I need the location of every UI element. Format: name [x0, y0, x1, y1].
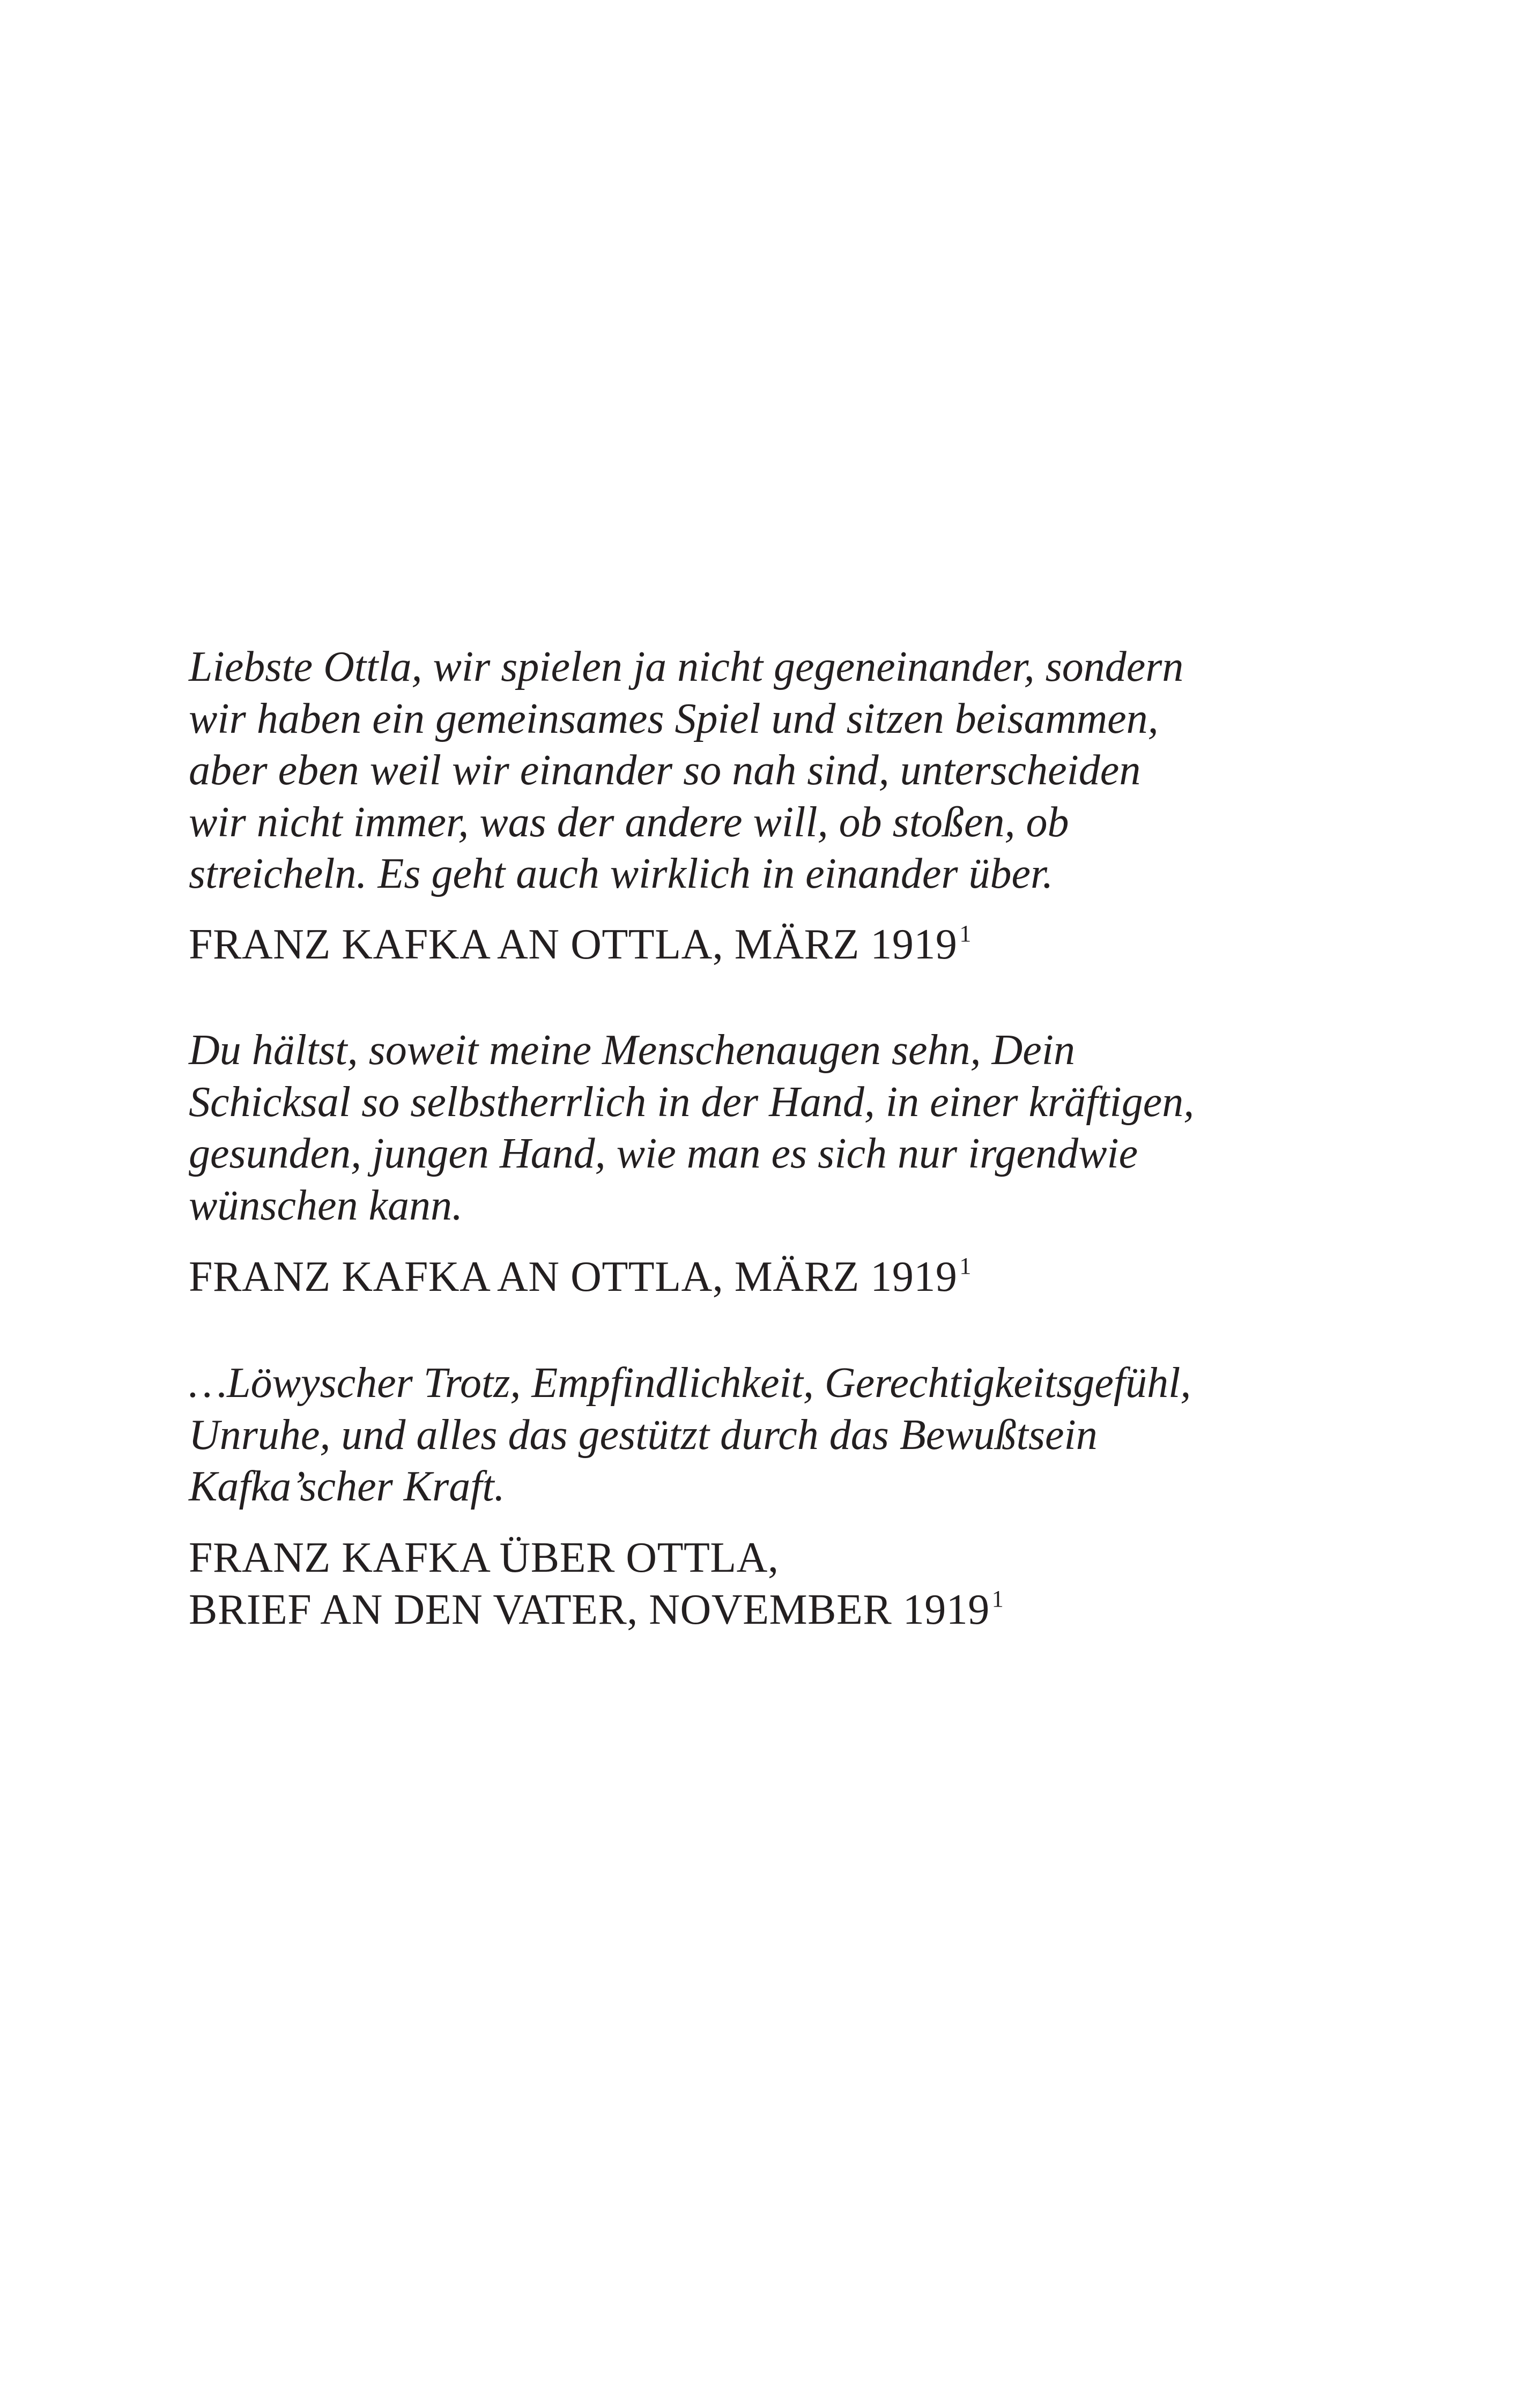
- epigraph-2: [189, 1024, 1261, 1231]
- footnote-marker: 1: [959, 920, 972, 947]
- epigraph-quote: [189, 1357, 1261, 1513]
- quote-line: Du hältst, soweit meine Menschenaugen sehn, Dein: [189, 1027, 1076, 1074]
- epigraph-attribution: [189, 1532, 1261, 1636]
- epigraph-1: [189, 641, 1261, 900]
- quote-line: aber eben weil wir einander so nah sind, unterscheiden: [189, 747, 1141, 794]
- quote-line: wir nicht immer, was der andere will, ob stoßen, ob: [189, 798, 1069, 846]
- quote-line: Schicksal so selbstherrlich in der Hand, in einer kräftigen,: [189, 1078, 1195, 1126]
- footnote-marker: 1: [959, 1253, 972, 1279]
- attribution-line: FRANZ KAFKA ÜBER OTTLA,: [189, 1534, 779, 1581]
- epigraph-3-attribution-block: [189, 1532, 1261, 1636]
- quote-line: Kafka’scher Kraft.: [189, 1463, 505, 1510]
- attribution-line: FRANZ KAFKA AN OTTLA, MÄRZ 1919$^1$: [189, 1253, 972, 1300]
- quote-line: streicheln. Es geht auch wirklich in einander über.: [189, 850, 1054, 897]
- quote-line: gesunden, jungen Hand, wie man es sich nur irgendwie: [189, 1130, 1138, 1177]
- epigraph-1-attribution-block: [189, 919, 1261, 971]
- quote-line: wünschen kann.: [189, 1181, 463, 1229]
- quote-line: …Löwyscher Trotz, Empfindlichkeit, Gerechtigkeitsgefühl,: [189, 1359, 1191, 1407]
- quote-line: Unruhe, und alles das gestützt durch das Bewußtsein: [189, 1411, 1098, 1459]
- attribution-line: BRIEF AN DEN VATER, NOVEMBER 1919$^1$: [189, 1585, 1004, 1633]
- quote-line: Liebste Ottla, wir spielen ja nicht gegeneinander, sondern: [189, 643, 1184, 690]
- epigraph-quote: [189, 1024, 1261, 1231]
- epigraph-attribution: [189, 919, 1261, 971]
- epigraph-attribution: [189, 1251, 1261, 1303]
- footnote-marker: 1: [991, 1585, 1004, 1612]
- epigraph-quote: [189, 641, 1261, 900]
- epigraph-2-attribution-block: [189, 1251, 1261, 1303]
- attribution-line: FRANZ KAFKA AN OTTLA, MÄRZ 1919$^1$: [189, 920, 972, 968]
- epigraph-3: [189, 1357, 1261, 1513]
- quote-line: wir haben ein gemeinsames Spiel und sitzen beisammen,: [189, 695, 1159, 742]
